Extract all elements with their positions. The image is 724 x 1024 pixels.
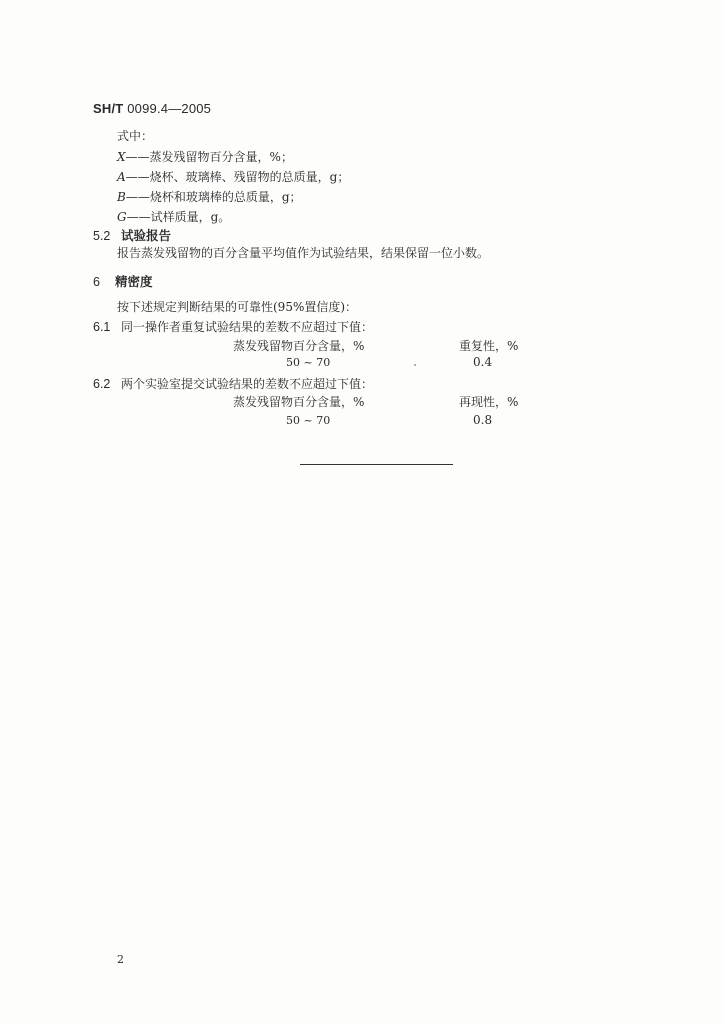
section-6-1-text: 同一操作者重复试验结果的差数不应超过下值： (121, 320, 374, 334)
legend-symbol: A (117, 170, 126, 184)
section-title: 试验报告 (121, 228, 172, 243)
reproducibility-col1-value: 50 ~ 70 (286, 414, 331, 427)
section-number: 6.1 (93, 320, 111, 334)
legend-desc: ——蒸发残留物百分含量，%； (125, 150, 293, 164)
section-number: 6 (93, 275, 100, 289)
page-number: 2 (117, 953, 124, 966)
section-6-heading (93, 272, 153, 290)
standard-code-number: 0099.4—2005 (123, 101, 212, 116)
legend-item-b (117, 188, 302, 205)
section-5-2-body: 报告蒸发残留物的百分含量平均值作为试验结果，结果保留一位小数。 (117, 246, 490, 260)
section-6-2-line (93, 375, 373, 392)
scan-speck (414, 364, 416, 366)
section-6-intro: 按下述规定判断结果的可靠性(95%置信度)： (117, 300, 358, 314)
legend-symbol: B (117, 190, 126, 204)
legend-desc: ——烧杯和玻璃棒的总质量，g； (125, 190, 302, 204)
reproducibility-col2-header: 再现性，% (459, 395, 519, 409)
formula-legend-intro: 式中： (117, 129, 154, 143)
legend-desc: ——烧杯、玻璃棒、残留物的总质量，g； (125, 170, 350, 184)
legend-symbol: G (117, 210, 127, 224)
legend-item-a (117, 168, 349, 185)
standard-code (93, 101, 211, 116)
legend-item-x (117, 148, 293, 165)
repeatability-col2-value: 0.4 (473, 355, 493, 369)
standard-code-prefix: SH/T (93, 101, 124, 116)
legend-desc: ——试样质量，g。 (126, 210, 231, 224)
repeatability-col1-value: 50 ~ 70 (286, 356, 331, 369)
legend-item-g (117, 208, 230, 225)
end-rule (300, 464, 453, 465)
section-number: 5.2 (93, 229, 111, 243)
section-6-2-text: 两个实验室提交试验结果的差数不应超过下值： (121, 377, 374, 391)
reproducibility-col2-value: 0.8 (473, 413, 493, 427)
section-6-1-line (93, 318, 373, 335)
section-5-2-heading (93, 226, 171, 244)
repeatability-col2-header: 重复性，% (459, 339, 519, 353)
section-number: 6.2 (93, 377, 111, 391)
reproducibility-col1-header: 蒸发残留物百分含量，% (233, 395, 365, 409)
section-title: 精密度 (115, 274, 153, 289)
legend-symbol: X (117, 150, 126, 164)
repeatability-col1-header: 蒸发残留物百分含量，% (233, 339, 365, 353)
